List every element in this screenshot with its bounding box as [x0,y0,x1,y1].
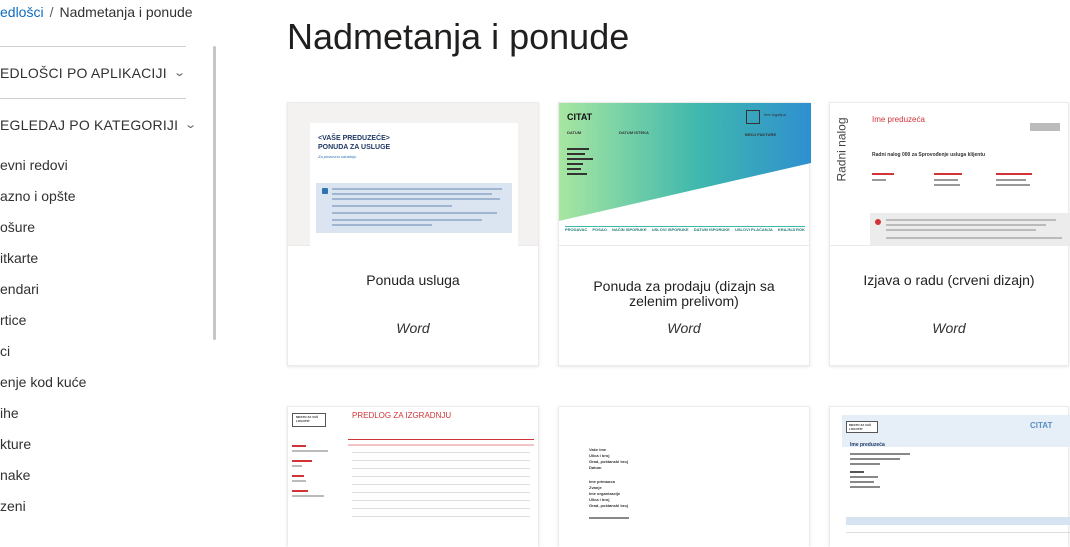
thumb-line: Ulica i broj [589,497,610,502]
thumb-lines [850,453,910,488]
page-title: Nadmetanja i ponude [287,16,630,57]
category-item[interactable]: itkarte [0,250,39,266]
category-list [0,150,214,522]
breadcrumb [0,4,193,20]
thumb-table-header [846,517,1070,525]
template-card[interactable] [287,406,539,546]
thumb-columns [872,173,1062,193]
thumb-column: BROJ FAKTURE [745,132,777,137]
template-title: Ponuda za prodaju (dizajn sa zelenim prelivom) [593,278,775,309]
template-title: Ponuda usluga [366,272,460,288]
thumb-column: DATUM [567,130,582,135]
breadcrumb-link-templates[interactable]: edlošci [0,4,44,20]
templates-by-app-label: EDLOŠCI PO APLIKACIJI [0,64,167,81]
thumb-table [348,439,534,529]
category-item[interactable]: enje kod kuće [0,374,87,390]
sidebar-scrollbar[interactable] [213,46,216,340]
thumb-heading: PONUDA ZA USLUGE [318,144,391,151]
category-item[interactable]: ihe [0,405,19,421]
thumb-logo-text: MESTO ZA VAŠ LOGOTIP [849,423,872,431]
chevron-down-icon: ⌄ [184,119,198,131]
templates-by-app-toggle[interactable] [0,47,214,98]
category-item[interactable]: endari [0,281,39,297]
template-app: Word [667,320,701,336]
chevron-down-icon: ⌄ [172,67,187,79]
thumb-col: KRAJNJI ROK [777,227,805,232]
thumb-heading: <VAŠE PREDUZEĆE> [318,135,390,142]
browse-by-category-label: EGLEDAJ PO KATEGORIJI [0,116,179,133]
category-item[interactable]: ci [0,343,11,359]
template-app: Word [396,320,430,336]
thumb-col: USLOVI PLAĆANJA [734,227,773,232]
logo-placeholder [746,110,760,124]
thumb-line: Zvanje [589,485,602,490]
sidebar [0,46,214,522]
green-gradient-shape [559,103,811,246]
category-item[interactable]: kture [0,436,32,452]
thumb-logo [1030,123,1060,131]
thumb-line: Ulica i broj [589,453,610,458]
thumb-col: USLOVI ISPORUKE [651,227,689,232]
thumb-title: CITAT [1030,421,1053,430]
thumb-logo-text: Ime logotipa [764,112,786,117]
template-thumbnail [288,407,538,547]
thumb-line: Grad, poštanski broj [589,503,628,508]
thumb-table-header [565,226,805,238]
thumb-line: Ime primaoca [589,479,615,484]
thumb-line: Ime organizacije [589,491,621,496]
thumb-col: PRODAVAC [565,227,588,232]
template-thumbnail [559,407,809,547]
thumb-lines [567,148,593,175]
template-thumbnail [559,103,809,246]
category-item[interactable]: zeni [0,498,26,514]
template-card[interactable] [558,102,810,366]
thumb-left-col [292,445,332,497]
thumb-subtitle: Za poslovnu saradnju [318,154,357,159]
thumb-col: POSAO [592,227,607,232]
thumb-logo-text: MESTO ZA VAŠ LOGOTIP [296,415,319,423]
category-item[interactable]: rtice [0,312,27,328]
thumb-col: DATUM ISPORUKE [693,227,730,232]
thumb-title: CITAT [567,112,593,122]
category-item[interactable]: nake [0,467,31,483]
template-thumbnail [830,103,1068,246]
thumb-line: Radni nalog 000 za Sprovođenje usluga klijentu [872,152,986,158]
thumb-title: PREDLOG ZA IZGRADNJU [352,411,452,420]
category-item[interactable]: azno i opšte [0,188,76,204]
category-item[interactable]: ošure [0,219,36,235]
thumb-side-title: Radni nalog [834,117,849,182]
template-card[interactable] [558,406,810,546]
browse-by-category-toggle[interactable] [0,99,214,150]
template-thumbnail [288,103,538,246]
document-preview [310,123,518,246]
thumb-col: NAČIN ISPORUKE [611,227,647,232]
template-app: Word [932,320,966,336]
thumb-company: Ime preduzeća [872,115,925,124]
thumb-line: Vaše ime [589,447,607,452]
thumb-company: Ime preduzeća [850,442,885,448]
breadcrumb-current: Nadmetanja i ponude [59,4,193,20]
template-card[interactable] [287,102,539,366]
thumb-info-box [316,183,512,233]
thumb-column: DATUM ISTEKA [619,130,649,135]
template-card[interactable] [829,102,1069,366]
thumb-line: Grad, poštanski broj [589,459,628,464]
breadcrumb-separator: / [49,4,54,20]
template-thumbnail [830,407,1068,547]
template-title: Izjava o radu (crveni dizajn) [863,272,1035,288]
thumb-table-row [846,527,1070,533]
thumb-paragraph [589,517,629,519]
thumb-line: Datum [589,465,602,470]
template-card[interactable] [829,406,1069,546]
thumb-info-box [870,213,1070,246]
category-item[interactable]: evni redovi [0,157,68,173]
